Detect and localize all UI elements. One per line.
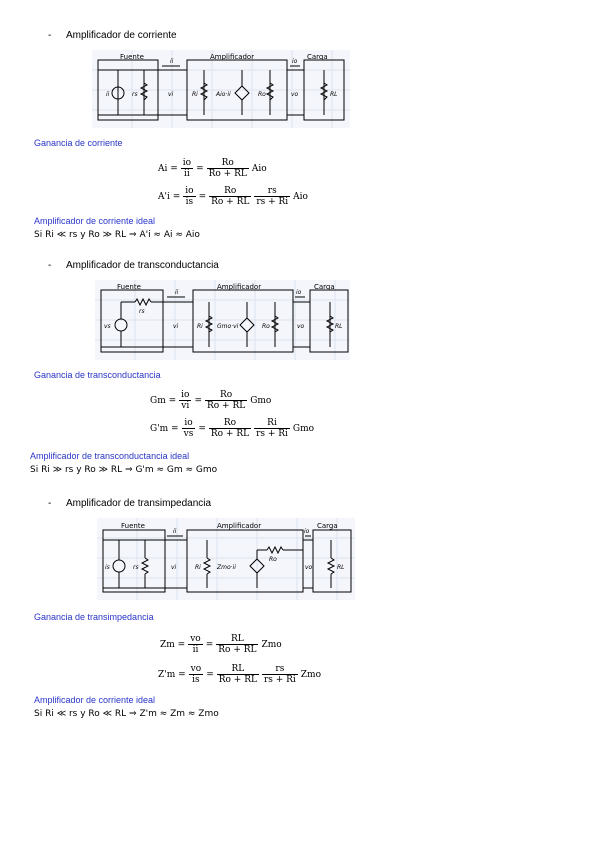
fraction — [254, 186, 290, 207]
denominator: Ro + RL — [211, 197, 250, 207]
fraction — [216, 634, 258, 655]
label-amplificador: Amplificador — [217, 522, 262, 530]
label-source: is — [105, 564, 110, 571]
label-iout: io — [304, 528, 310, 535]
gain-title-3: Ganancia de transimpedancia — [34, 612, 154, 622]
label-iin: ii — [175, 289, 179, 296]
label-rs: rs — [133, 564, 139, 571]
numerator: vo — [190, 634, 201, 644]
ideal-title-3: Amplificador de corriente ideal — [34, 695, 156, 705]
numerator: Ro — [205, 390, 247, 401]
eq-lhs: Ai = — [158, 163, 178, 174]
label-rl: RL — [335, 323, 343, 330]
denominator: vs — [183, 429, 194, 439]
label-source: vs — [104, 323, 111, 330]
numerator: vo — [190, 664, 202, 674]
numerator: io — [181, 390, 190, 400]
label-vout: vo — [305, 564, 313, 571]
ideal-condition-3: Si Ri ≪ rs y Ro ≪ RL ⇒ Z'm ≈ Zm ≈ Zmo — [34, 709, 219, 719]
equals: = — [206, 669, 214, 680]
eq-tail: Gmo — [292, 423, 315, 434]
gain-title-1: Ganancia de corriente — [34, 138, 123, 148]
label-vin: vi — [171, 564, 177, 571]
fraction — [188, 634, 203, 655]
numerator: io — [182, 418, 196, 429]
heading-text: Amplificador de corriente — [66, 30, 177, 41]
fraction — [205, 390, 247, 411]
eq-lhs: Zm = — [160, 639, 186, 650]
label-carga: Carga — [317, 522, 338, 530]
label-ri: Ri — [195, 564, 201, 571]
label-dep-source: Aio·ii — [216, 91, 231, 98]
numerator: io — [182, 158, 192, 168]
eq-lhs: Gm = — [150, 395, 177, 406]
ideal-title-1: Amplificador de corriente ideal — [34, 216, 156, 226]
label-dep-source: Gmo·vi — [217, 323, 239, 330]
label-vout: vo — [297, 323, 305, 330]
fraction — [182, 418, 196, 439]
label-vin: vi — [173, 323, 179, 330]
eq-tail: Aio — [251, 163, 267, 174]
equation-1b — [158, 186, 308, 207]
denominator: ii — [192, 645, 199, 655]
label-ro: Ro — [258, 91, 266, 98]
label-ro: Ro — [262, 323, 270, 330]
numerator: Ro — [209, 186, 251, 197]
equation-3a — [160, 634, 282, 655]
label-vout: vo — [291, 91, 299, 98]
numerator: RL — [217, 664, 259, 675]
eq-tail: Zmo — [261, 639, 282, 650]
numerator: RL — [216, 634, 258, 645]
label-ro: Ro — [269, 556, 277, 563]
denominator: rs + Ri — [263, 675, 296, 685]
section-heading-3 — [48, 498, 348, 512]
fraction — [207, 158, 249, 179]
eq-lhs: G'm = — [150, 423, 179, 434]
equals: = — [196, 163, 204, 174]
label-rl: RL — [330, 91, 338, 98]
bullet-dash: - — [48, 498, 52, 509]
denominator: Ro + RL — [208, 169, 247, 179]
heading-text: Amplificador de transconductancia — [66, 260, 219, 271]
equals: = — [198, 191, 207, 202]
numerator: io — [185, 186, 194, 196]
denominator: rs + Ri — [256, 429, 288, 439]
label-fuente: Fuente — [121, 522, 145, 530]
circuit-svg — [92, 50, 350, 128]
label-iout: io — [292, 58, 298, 65]
numerator: Ro — [207, 158, 249, 169]
label-amplificador: Amplificador — [210, 53, 255, 61]
fraction — [183, 186, 195, 207]
eq-tail: Zmo — [300, 669, 322, 680]
gain-title-2: Ganancia de transconductancia — [34, 370, 161, 380]
label-fuente: Fuente — [120, 53, 144, 61]
denominator: Ro + RL — [218, 645, 257, 655]
label-iin: ii — [170, 58, 174, 65]
circuit-diagram-3 — [97, 518, 355, 600]
fraction — [217, 664, 259, 685]
equation-3b — [158, 664, 321, 685]
numerator: Ro — [209, 418, 251, 429]
label-dep-source: Zmo·ii — [217, 564, 236, 571]
equation-2a — [150, 390, 271, 411]
fraction — [262, 664, 298, 685]
label-rs: rs — [132, 91, 138, 98]
fraction — [179, 390, 191, 411]
equals: = — [194, 395, 202, 406]
denominator: Ro + RL — [210, 429, 250, 439]
denominator: Ro + RL — [218, 675, 257, 685]
equation-2b — [150, 418, 314, 439]
equals: = — [198, 423, 206, 434]
bullet-dash: - — [48, 260, 52, 271]
label-ri: Ri — [197, 323, 203, 330]
label-vin: vi — [168, 91, 174, 98]
ideal-condition-1: Si Ri ≪ rs y Ro ≫ RL ⇒ A'i ≈ Ai ≈ Aio — [34, 230, 200, 240]
eq-tail: Aio — [293, 191, 308, 202]
ideal-title-2: Amplificador de transconductancia ideal — [30, 451, 190, 461]
denominator: Ro + RL — [206, 401, 246, 411]
denominator: is — [185, 197, 194, 207]
denominator: is — [192, 675, 200, 685]
label-source: ii — [106, 91, 110, 98]
label-iin: ii — [173, 528, 177, 535]
eq-tail: Gmo — [250, 395, 272, 406]
fraction — [209, 186, 251, 207]
label-fuente: Fuente — [117, 283, 141, 291]
equation-1a — [158, 158, 267, 179]
circuit-diagram-1 — [92, 50, 350, 128]
numerator: rs — [254, 186, 290, 197]
heading-text: Amplificador de transimpedancia — [66, 498, 212, 509]
fraction — [209, 418, 251, 439]
label-ri: Ri — [192, 91, 198, 98]
section-heading-2 — [48, 260, 348, 274]
bullet-dash: - — [48, 30, 52, 41]
label-rl: RL — [337, 564, 345, 571]
denominator: ii — [184, 169, 190, 179]
circuit-svg — [97, 518, 355, 600]
eq-lhs: Z'm = — [158, 669, 186, 680]
equals: = — [205, 639, 214, 650]
denominator: rs + Ri — [256, 197, 289, 207]
circuit-diagram-2 — [95, 280, 350, 360]
label-iout: io — [296, 289, 302, 296]
fraction — [254, 418, 290, 439]
eq-lhs: A'i = — [158, 191, 181, 202]
denominator: vi — [181, 401, 190, 411]
section-heading-1 — [48, 30, 348, 44]
fraction — [189, 664, 204, 685]
circuit-svg — [95, 280, 350, 360]
numerator: Ri — [254, 418, 290, 429]
ideal-condition-2: Si Ri ≫ rs y Ro ≫ RL ⇒ G'm ≈ Gm ≈ Gmo — [30, 465, 218, 475]
label-carga: Carga — [314, 283, 335, 291]
label-rs: rs — [139, 308, 145, 315]
numerator: rs — [262, 664, 298, 675]
label-carga: Carga — [307, 53, 328, 61]
fraction — [181, 158, 193, 179]
label-amplificador: Amplificador — [217, 283, 262, 291]
